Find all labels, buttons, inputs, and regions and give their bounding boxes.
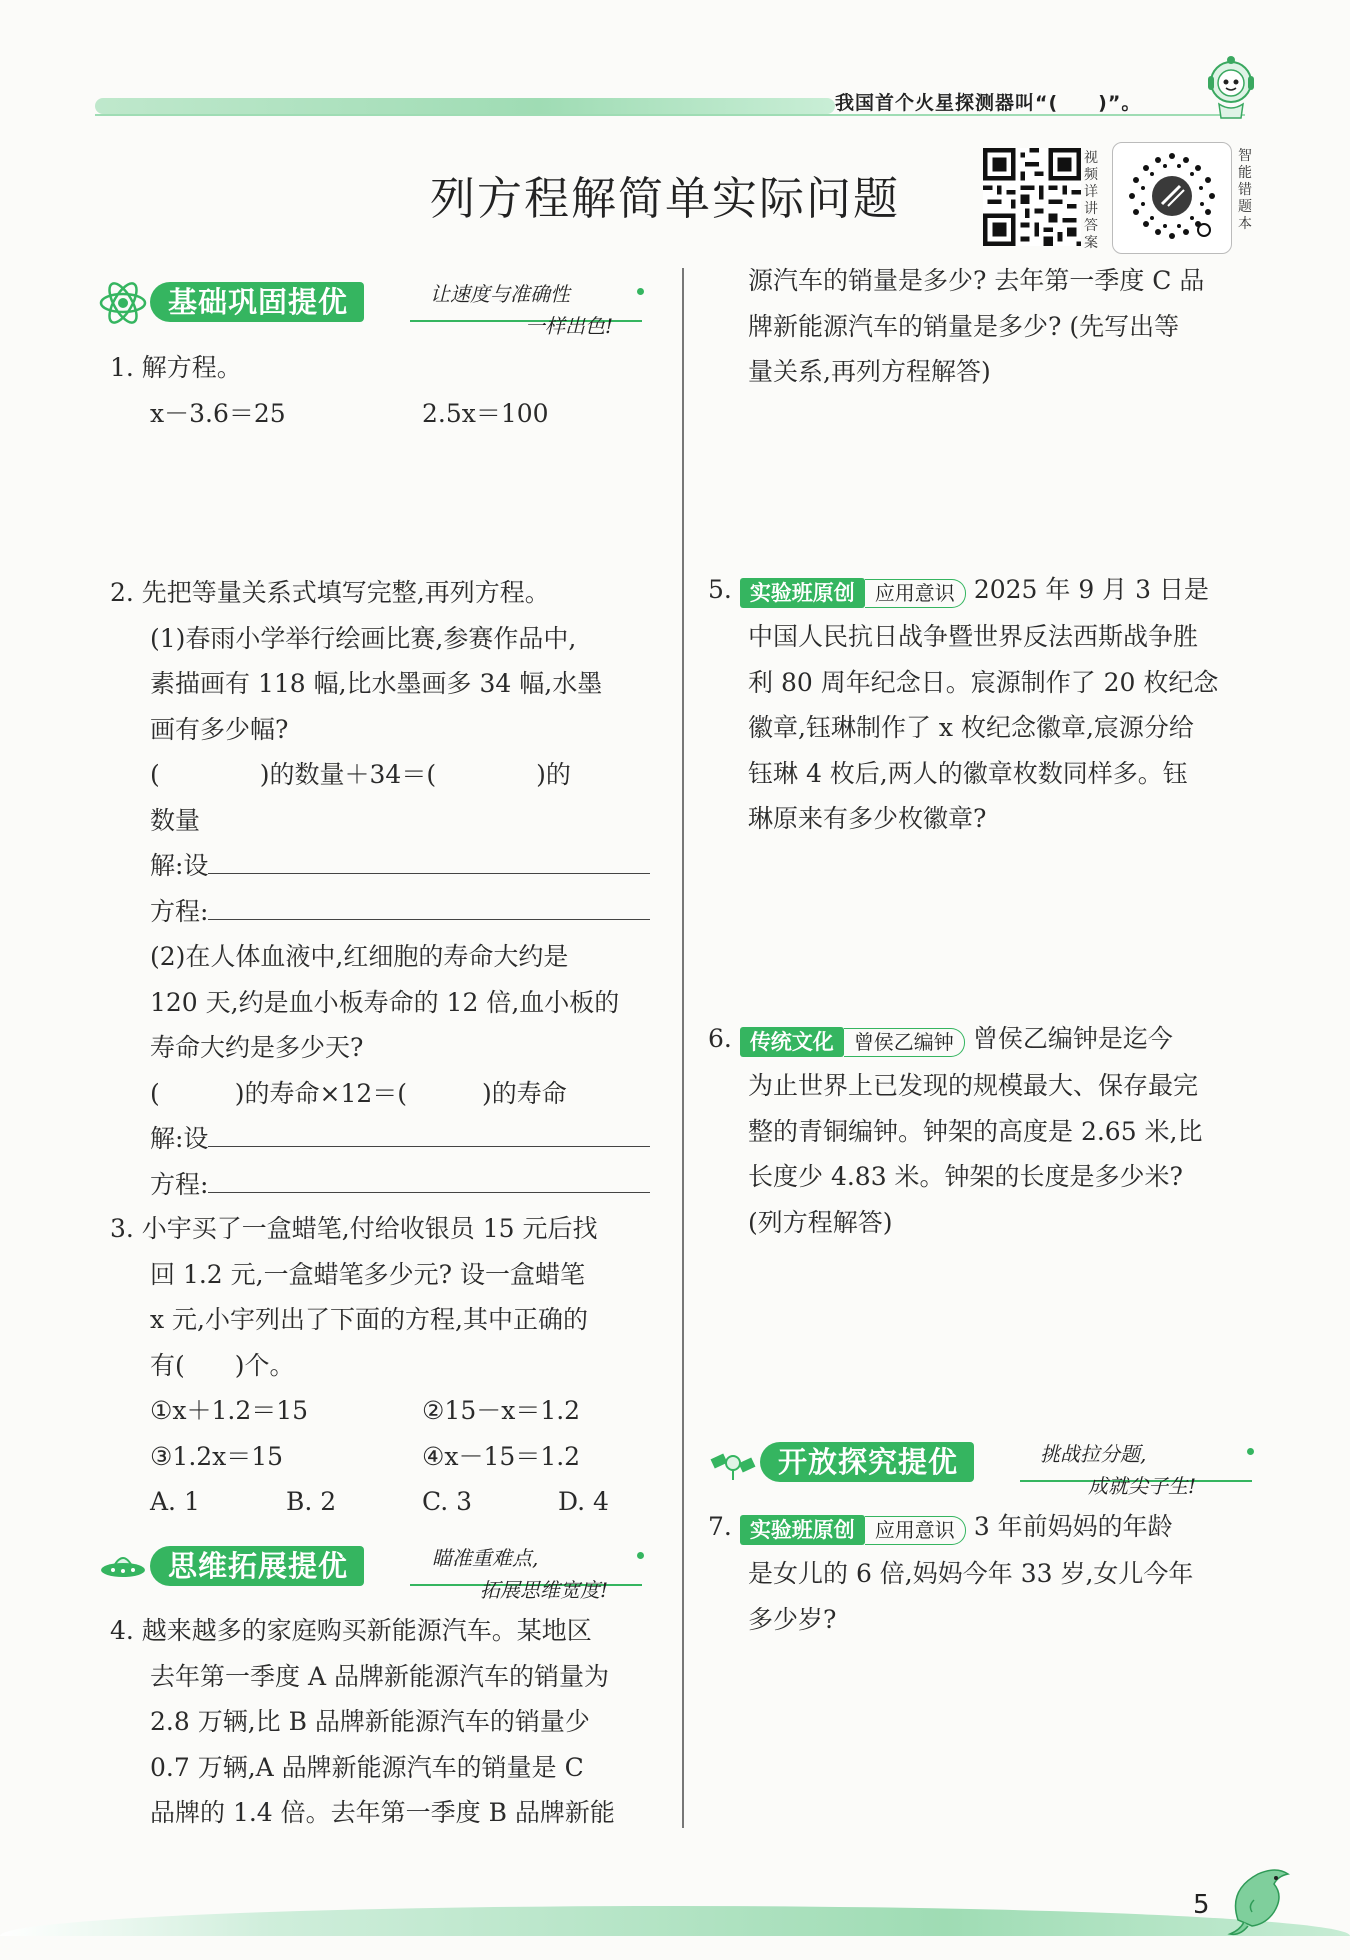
question-4 (110, 1608, 670, 1836)
question-7 (708, 1504, 1270, 1642)
atom-icon (98, 278, 148, 328)
q2-p1-solve-row (110, 843, 668, 889)
q3-option-3: ③1.2x＝15 (150, 1441, 284, 1471)
q3-choice-c[interactable]: C. 3 (422, 1487, 473, 1516)
q5-line3: 利 80 周年纪念日。宸源制作了 20 枚纪念 (748, 667, 1219, 697)
section-thinking-motto-1: 瞄准重难点, (432, 1546, 539, 1570)
q4-line8: 量关系,再列方程解答) (748, 357, 991, 386)
header-band (95, 98, 835, 114)
q2-p1-equation-row (110, 889, 668, 935)
qr-code-mistake-book[interactable] (1122, 146, 1222, 246)
q3-options-row2 (110, 1434, 670, 1480)
qr2-caption: 智能错题本 (1238, 148, 1252, 232)
q3-choice-a[interactable]: A. 1 (150, 1487, 200, 1516)
q6-tag-topic: 曾侯乙编钟 (844, 1028, 965, 1057)
q2-p1-line1: (1)春雨小学举行绘画比赛,参赛作品中, (150, 623, 577, 653)
q5-tag-application: 应用意识 (865, 579, 966, 608)
section-basic-motto-1: 让速度与准确性 (430, 282, 570, 306)
q5-text-1: 2025 年 9 月 3 日是 (973, 575, 1209, 604)
q2-p1-relation[interactable]: ( )的数量＋34＝( )的 (150, 760, 571, 789)
q5-line5: 钰琳 4 枚后,两人的徽章枚数同样多。钰 (748, 758, 1188, 788)
q7-line2: 是女儿的 6 倍,妈妈今年 33 岁,女儿今年 (748, 1559, 1194, 1589)
q2-p2-line1: (2)在人体血液中,红细胞的寿命大约是 (150, 942, 569, 971)
q7-line3: 多少岁? (748, 1604, 837, 1634)
q2-p1-line2: 素描画有 118 幅,比水墨画多 34 幅,水墨 (150, 669, 603, 698)
solve-label: 解:设 (150, 851, 209, 880)
page-number: 5 (1193, 1890, 1210, 1920)
question-2 (110, 570, 668, 1207)
section-basic-dot (637, 288, 644, 295)
q3-option-2: ②15－x＝1.2 (422, 1396, 581, 1425)
q2-p2-solve-blank[interactable] (208, 1146, 650, 1147)
q3-option-4: ④x－15＝1.2 (422, 1441, 581, 1471)
section-open-motto-1: 挑战拉分题, (1040, 1442, 1147, 1466)
q3-choice-b[interactable]: B. 2 (286, 1487, 337, 1516)
qr1-caption: 视频详讲答案 (1084, 150, 1098, 251)
section-thinking-dot (637, 1552, 644, 1559)
mars-question: 我国首个火星探测器叫“( )”。 (835, 92, 1142, 114)
section-open-label: 开放探究提优 (760, 1442, 974, 1482)
section-thinking-motto-2: 拓展思维宽度! (480, 1578, 609, 1602)
q5-line2: 中国人民抗日战争暨世界反法西斯战争胜 (748, 622, 1199, 652)
q3-line4[interactable]: 有( )个。 (150, 1350, 295, 1380)
question-1 (110, 345, 670, 436)
ufo-icon (98, 1542, 148, 1592)
q7-line1 (708, 1504, 1270, 1551)
q3-option-1: ①x＋1.2＝15 (150, 1396, 309, 1425)
q2-p1-relation-end: 数量 (150, 805, 201, 835)
q4-line1: 4. 越来越多的家庭购买新能源汽车。某地区 (110, 1616, 592, 1645)
q6-line4: 长度少 4.83 米。钟架的长度是多少米? (748, 1162, 1183, 1192)
page-title: 列方程解简单实际问题 (430, 172, 901, 225)
q2-p2-solve-row (110, 1116, 668, 1162)
section-basic-label: 基础巩固提优 (150, 282, 364, 322)
section-open-motto-2: 成就尖子生! (1088, 1474, 1197, 1498)
q2-p2-line2: 120 天,约是血小板寿命的 12 倍,血小板的 (150, 987, 620, 1017)
question-4-continued (748, 258, 1268, 395)
q6-tag-culture: 传统文化 (740, 1027, 844, 1057)
q5-line1 (708, 567, 1270, 614)
q3-choice-d[interactable]: D. 4 (558, 1487, 609, 1516)
q1-eq1: x－3.6＝25 (150, 398, 286, 428)
section-thinking-label: 思维拓展提优 (150, 1546, 364, 1586)
q3-choices (110, 1479, 670, 1525)
q5-number: 5. (708, 575, 732, 604)
q4-line7: 牌新能源汽车的销量是多少? (先写出等 (748, 311, 1180, 341)
section-open-dot (1247, 1448, 1254, 1455)
q1-eq2: 2.5x＝100 (422, 398, 549, 428)
q6-number: 6. (708, 1024, 732, 1053)
q2-p2-relation[interactable]: ( )的寿命×12＝( )的寿命 (150, 1078, 567, 1108)
q2-p1-solve-blank[interactable] (208, 873, 650, 874)
q6-line5: (列方程解答) (748, 1207, 893, 1237)
q7-tag-original: 实验班原创 (740, 1515, 865, 1545)
q1-stem: 1. 解方程。 (110, 353, 242, 382)
qr-code-video-answers[interactable] (983, 148, 1081, 246)
q5-tag-original: 实验班原创 (740, 578, 865, 608)
q3-line2: 回 1.2 元,一盒蜡笔多少元? 设一盒蜡笔 (150, 1259, 585, 1289)
q3-line1: 3. 小宇买了一盒蜡笔,付给收银员 15 元后找 (110, 1214, 598, 1243)
q3-line3: x 元,小宇列出了下面的方程,其中正确的 (150, 1305, 588, 1334)
question-3 (110, 1206, 670, 1525)
q4-line6: 源汽车的销量是多少? 去年第一季度 C 品 (748, 266, 1205, 295)
q4-line4: 0.7 万辆,A 品牌新能源汽车的销量是 C (150, 1752, 584, 1782)
equation-label: 方程: (150, 896, 209, 926)
satellite-icon (708, 1438, 758, 1488)
question-6 (708, 1016, 1270, 1245)
q3-options-row1 (110, 1388, 670, 1434)
q5-line6: 琳原来有多少枚徽章? (748, 804, 987, 834)
robot-mascot-icon (1195, 52, 1265, 122)
q4-line5: 品牌的 1.4 倍。去年第一季度 B 品牌新能 (150, 1798, 615, 1827)
dolphin-icon (1218, 1860, 1298, 1940)
equation-label: 方程: (150, 1169, 209, 1199)
q5-line4: 徽章,钰琳制作了 x 枚纪念徽章,宸源分给 (748, 713, 1194, 743)
q7-text-1: 3 年前妈妈的年龄 (973, 1512, 1173, 1541)
q6-line3: 整的青铜编钟。钟架的高度是 2.65 米,比 (748, 1116, 1203, 1146)
q2-stem: 2. 先把等量关系式填写完整,再列方程。 (110, 578, 550, 607)
column-divider (682, 268, 684, 1828)
q4-line3: 2.8 万辆,比 B 品牌新能源汽车的销量少 (150, 1707, 590, 1736)
q6-text-1: 曾侯乙编钟是迄今 (972, 1024, 1173, 1053)
q7-tag-application: 应用意识 (865, 1516, 966, 1545)
q2-p2-equation-blank[interactable] (208, 1192, 650, 1193)
q2-p2-line3: 寿命大约是多少天? (150, 1033, 364, 1062)
q2-p1-line3: 画有多少幅? (150, 714, 289, 744)
q4-line2: 去年第一季度 A 品牌新能源汽车的销量为 (150, 1661, 609, 1691)
solve-label: 解:设 (150, 1124, 209, 1153)
q2-p2-equation-row (110, 1162, 668, 1208)
q1-equations (110, 391, 670, 437)
footer-band (0, 1906, 1350, 1936)
q6-line1 (708, 1016, 1270, 1063)
q6-line2: 为止世界上已发现的规模最大、保存最完 (748, 1071, 1199, 1101)
q7-number: 7. (708, 1512, 732, 1541)
section-basic-motto-2: 一样出色! (525, 314, 614, 338)
q2-p1-equation-blank[interactable] (208, 919, 650, 920)
question-5 (708, 567, 1270, 842)
